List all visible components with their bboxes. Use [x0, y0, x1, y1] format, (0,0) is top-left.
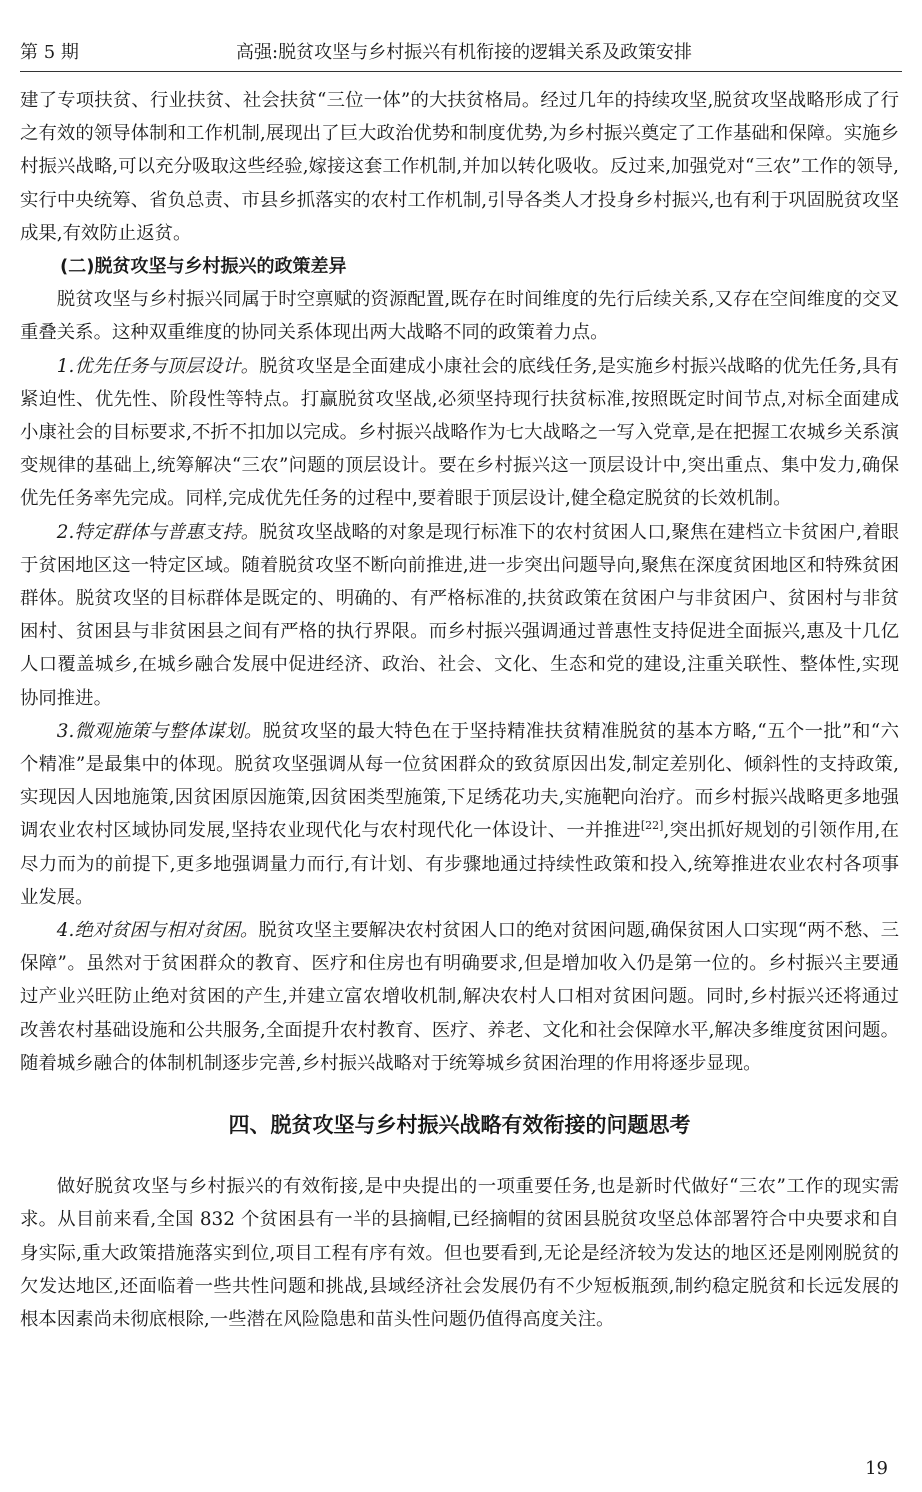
- citation-ref: [22]: [640, 819, 664, 833]
- paragraph-lead: 3.微观施策与整体谋划。: [56, 720, 263, 742]
- paragraph-policy-intro: 脱贫攻坚与乡村振兴同属于时空禀赋的资源配置,既存在时间维度的先行后续关系,又存在空间维度的交叉重叠关系。这种双重维度的协同关系体现出两大战略不同的政策着力点。: [20, 289, 899, 344]
- paragraph-text: 脱贫攻坚战略的对象是现行标准下的农村贫困人口,聚焦在建档立卡贫困户,着眼于贫困地区这一特定区域。随着脱贫攻坚不断向前推进,进一步突出问题导向,聚焦在深度贫困地区和特殊贫困群体。脱贫攻坚的目标群体是既定的、明确的、有严格标准的,扶贫政策在贫困户与非贫困户、贫困村与非贫困村、贫困县与非贫困县之间有严格的执行界限。而乡村振兴强调通过普惠性支持促进全面振兴,惠及十几亿人口覆盖城乡,在城乡融合发展中促进经济、政治、社会、文化、生态和党的建设,注重关联性、整体性,实现协同推进。: [20, 521, 899, 709]
- paragraph-text: ,突出抓好规划的引领作用,在尽力而为的前提下,更多地强调量力而行,有计划、有步骤地通过持续性政策和投入,统筹推进农业农村各项事业发展。: [20, 820, 899, 908]
- running-title: 高强:脱贫攻坚与乡村振兴有机衔接的逻辑关系及政策安排: [236, 42, 693, 63]
- paragraph-lead: 1.优先任务与顶层设计。: [56, 355, 260, 377]
- issue-label: 第 5 期: [20, 42, 79, 63]
- paragraph-priority-design: [20, 350, 899, 516]
- paragraph-text: 脱贫攻坚主要解决农村贫困人口的绝对贫困问题,确保贫困人口实现“两不愁、三保障”。虽然对于贫困群众的教育、医疗和住房也有明确要求,但是增加收入仍是第一位的。乡村振兴主要通过产业兴旺防止绝对贫困的产生,并建立富农增收机制,解决农村人口相对贫困问题。同时,乡村振兴还将通过改善农村基础设施和公共服务,全面提升农村教育、医疗、养老、文化和社会保障水平,解决多维度贫困问题。随着城乡融合的体制机制逐步完善,乡村振兴战略对于统筹城乡贫困治理的作用将逐步显现。: [20, 920, 900, 1074]
- running-header: [20, 30, 902, 70]
- subsection-heading: (二)脱贫攻坚与乡村振兴的政策差异: [60, 256, 347, 278]
- page-number: 19: [865, 1458, 888, 1479]
- paragraph-text: 脱贫攻坚的最大特色在于坚持精准扶贫精准脱贫的基本方略,“五个一批”和“六个精准”是最集中的体现。脱贫攻坚强调从每一位贫困群众的致贫原因出发,制定差别化、倾斜性的支持政策,实现因人因地施策,因贫困原因施策,因贫困类型施策,下足绣花功夫,实施靶向治疗。而乡村振兴战略更多地强调农业农村区域协同发展,坚持农业现代化与农村现代化一体设计、一并推进: [20, 720, 899, 842]
- header-rule: [20, 71, 902, 72]
- article-body: [20, 84, 899, 1336]
- paragraph-continuation: 建了专项扶贫、行业扶贫、社会扶贫“三位一体”的大扶贫格局。经过几年的持续攻坚,脱贫攻坚战略形成了行之有效的领导体制和工作机制,展现出了巨大政治优势和制度优势,为乡村振兴奠定了工作基础和保障。实施乡村振兴战略,可以充分吸取这些经验,嫁接这套工作机制,并加以转化吸收。反过来,加强党对“三农”工作的领导,实行中央统筹、省负总责、市县乡抓落实的农村工作机制,引导各类人才投身乡村振兴,也有利于巩固脱贫攻坚成果,有效防止返贫。: [20, 90, 899, 244]
- paragraph-absolute-relative: [20, 914, 899, 1080]
- paragraph-lead: 2.特定群体与普惠支持。: [56, 521, 260, 543]
- paragraph-section-four-intro: 做好脱贫攻坚与乡村振兴的有效衔接,是中央提出的一项重要任务,也是新时代做好“三农”工作的现实需求。从目前来看,全国 832 个贫困县有一半的县摘帽,已经摘帽的贫困县脱贫攻坚总体部署符合中央要求和自身实际,重大政策措施落实到位,项目工程有序有效。但也要看到,无论是经济较为发达的地区还是刚刚脱贫的欠发达地区,还面临着一些共性问题和挑战,县域经济社会发展仍有不少短板瓶颈,制约稳定脱贫和长远发展的根本因素尚未彻底根除,一些潜在风险隐患和苗头性问题仍值得高度关注。: [20, 1176, 899, 1330]
- paragraph-text: 脱贫攻坚是全面建成小康社会的底线任务,是实施乡村振兴战略的优先任务,具有紧迫性、优先性、阶段性等特点。打赢脱贫攻坚战,必须坚持现行扶贫标准,按照既定时间节点,对标全面建成小康社会的目标要求,不折不扣加以完成。乡村振兴战略作为七大战略之一写入党章,是在把握工农城乡关系演变规律的基础上,统筹解决“三农”问题的顶层设计。要在乡村振兴这一顶层设计中,突出重点、集中发力,确保优先任务率先完成。同样,完成优先任务的过程中,要着眼于顶层设计,健全稳定脱贫的长效机制。: [20, 355, 899, 510]
- section-heading: 四、脱贫攻坚与乡村振兴战略有效衔接的问题思考: [228, 1113, 691, 1138]
- paragraph-lead: 4.绝对贫困与相对贫困。: [56, 920, 259, 942]
- paragraph-target-groups: [20, 516, 899, 715]
- paragraph-micro-macro: [20, 715, 899, 914]
